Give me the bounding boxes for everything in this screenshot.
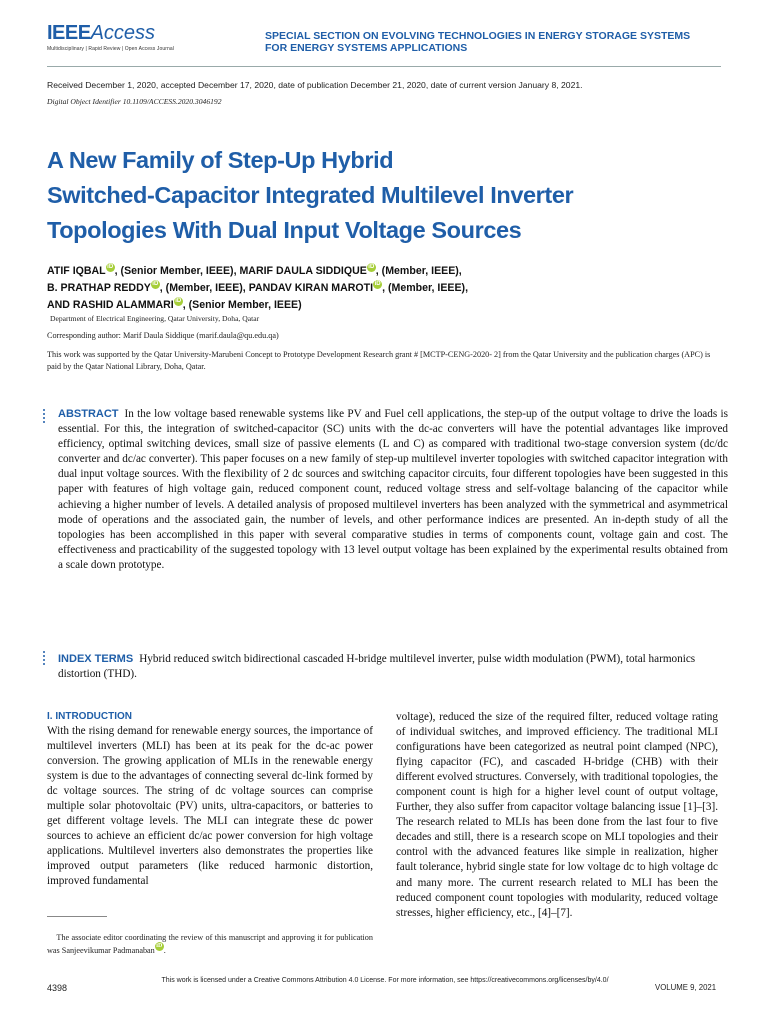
footnote-end: . — [163, 946, 166, 955]
special-section-heading — [265, 30, 690, 54]
title-line-1: A New Family of Step-Up Hybrid — [47, 147, 394, 173]
author-name: ATIF IQBAL — [47, 265, 106, 277]
received-dates: Received December 1, 2020, accepted December 17, 2020, date of publication December 21, 2020, date of current version January 8, 2021. — [47, 80, 583, 90]
editor-footnote — [47, 931, 373, 957]
abstract-text: In the low voltage based renewable systems like PV and Fuel cell applications, the step-up of the output voltage to drive the loads is essential. For this, the integration of switched-capacitor (SC) units with the dc-ac converters will have the potential advantages like improved efficiency, optimal switching devices, small size of passive elements (L and C) as compared with traditional two-stage conversion system (dc/dc converter and dc/ac converter). This paper focuses on a new family of step-up multilevel inverter topologies with switched capacitor integration with dual input voltage sources. With the flexibility of 2 dc sources and switching capacitor circuits, four different topologies have been suggested in this paper with features of high voltage gain, reduced component count, reduced voltage stress and self-voltage balancing of the capacitor while achieving a higher number of levels. A detailed analysis of proposed multilevel inverters has been analyzed with the symmetrical and asymmetrical mode of operations and the associated gain, the number of levels, and other performance indices are presented. An in-depth study of all the topologies has been accomplished in this paper with several comparative studies in terms of components count, voltage gain and cost. The effectiveness and practicability of the suggested topology with 13 level output voltage has been explained by the experimental results obtained from a scale down prototype. — [58, 408, 728, 571]
intro-text-left: With the rising demand for renewable energy sources, the importance of multilevel inverters (MLI) has been at its peak for the dc-ac power conversion. The growing application of MLIs in the renewable energy system is due to the advantages of connecting several dc-link formed by dc voltage sources. The string of dc voltage sources can comprise multiple solar photovoltaic (PV) units, ultra-capacitors, or batteries to get different voltage levels. The MLI can integrate these dc power sources to achieve an efficient dc/ac power conversion for high voltage applications. Multilevel inverters also demonstrates the properties like improved output parameters (like reduced harmonic distortion, improved fundamental — [47, 725, 373, 888]
footnote-text: The associate editor coordinating the review of this manuscript and approving it for publication was Sanjeevikumar Padmanaban — [47, 933, 373, 955]
footnote-divider — [47, 916, 107, 917]
author-role: , (Member, IEEE), — [159, 282, 249, 294]
abstract-marker-icon — [43, 409, 47, 425]
orcid-icon[interactable]: iD — [152, 281, 159, 287]
author-name: B. PRATHAP REDDY — [47, 282, 151, 294]
orcid-icon[interactable]: iD — [175, 298, 182, 304]
orcid-icon[interactable]: iD — [107, 264, 114, 270]
page-number: 4398 — [47, 983, 68, 993]
index-terms-text: Hybrid reduced switch bidirectional cascaded H-bridge multilevel inverter, pulse width modulation (PWM), total harmonics distortion (THD). — [58, 653, 696, 681]
journal-logo — [47, 22, 174, 52]
abstract-label: ABSTRACT — [58, 408, 119, 420]
intro-heading: I. INTRODUCTION — [47, 711, 132, 722]
section-line-1: SPECIAL SECTION ON EVOLVING TECHNOLOGIES IN ENERGY STORAGE SYSTEMS — [265, 30, 691, 42]
index-terms — [58, 652, 728, 682]
journal-tagline: Multidisciplinary | Rapid Review | Open Access Journal — [47, 46, 174, 52]
author-name: PANDAV KIRAN MAROTI — [248, 282, 374, 294]
author-line-3 — [47, 299, 302, 311]
orcid-icon[interactable]: iD — [368, 264, 375, 270]
abstract — [58, 407, 728, 573]
author-role: , (Member, IEEE), — [375, 265, 462, 277]
index-terms-marker-icon — [43, 651, 47, 667]
license-notice[interactable]: This work is licensed under a Creative Commons Attribution 4.0 License. For more information, see https://creativecommons.org/licenses/by/4.0/ — [161, 977, 609, 984]
journal-name-italic: Access — [90, 22, 156, 44]
affiliation: Department of Electrical Engineering, Qatar University, Doha, Qatar — [50, 314, 260, 323]
author-line-1 — [47, 265, 462, 277]
intro-text-right: voltage), reduced the size of the required filter, reduced voltage rating of individual switches, and improved efficiency. The traditional MLI configurations have been categorized as neutral point clamped (NPC), flying capacitor (FC), and cascaded H-bridge (CHB) with their different evolved structures. Conversely, with traditional topologies, the component count is high for a higher level count of output voltage, Further, they also suffer from capacitor voltage balancing issue [1]–[3]. The research related to MLIs has been done from the last four to five decades and still, there is a research scope on MLI topologies and their control with the advanced features like simple in realization, higher fault tolerance, hybrid single state for low voltage dc to high voltage dc and many more. The current research related to MLI has been the reduced component count topologies with modularity, reduced voltage stresses, higher efficiency, etc., [4]–[7]. — [396, 711, 718, 919]
author-name: AND RASHID ALAMMARI — [47, 299, 174, 311]
title-line-2: Switched-Capacitor Integrated Multilevel Inverter — [47, 182, 574, 208]
author-name: MARIF DAULA SIDDIQUE — [239, 265, 367, 277]
funding-statement: This work was supported by the Qatar University-Marubeni Concept to Prototype Development Research grant # [MCTP-CENG-2020- 2] from the Qatar University and the publication charges (APC) is paid by the Qatar National Library, Doha, Qatar. — [47, 350, 711, 371]
title-line-3: Topologies With Dual Input Voltage Sources — [47, 217, 522, 243]
author-line-2 — [47, 282, 468, 294]
corresponding-author: Corresponding author: Marif Daula Siddique (marif.daula@qu.edu.qa) — [47, 331, 279, 340]
intro-column-right — [396, 710, 718, 921]
intro-column-left — [47, 710, 373, 890]
orcid-icon[interactable]: iD — [156, 943, 163, 949]
header-divider — [47, 66, 721, 67]
index-terms-label: INDEX TERMS — [58, 653, 134, 665]
author-role: , (Senior Member, IEEE) — [182, 299, 302, 311]
paper-title — [47, 143, 707, 248]
author-role: , (Member, IEEE), — [382, 282, 469, 294]
section-line-2: FOR ENERGY SYSTEMS APPLICATIONS — [265, 42, 468, 54]
author-role: , (Senior Member, IEEE), — [114, 265, 240, 277]
orcid-icon[interactable]: iD — [374, 281, 381, 287]
journal-name-bold: IEEE — [47, 22, 91, 44]
volume-info: VOLUME 9, 2021 — [655, 983, 717, 992]
doi-line[interactable]: Digital Object Identifier 10.1109/ACCESS.2020.3046192 — [47, 97, 222, 106]
